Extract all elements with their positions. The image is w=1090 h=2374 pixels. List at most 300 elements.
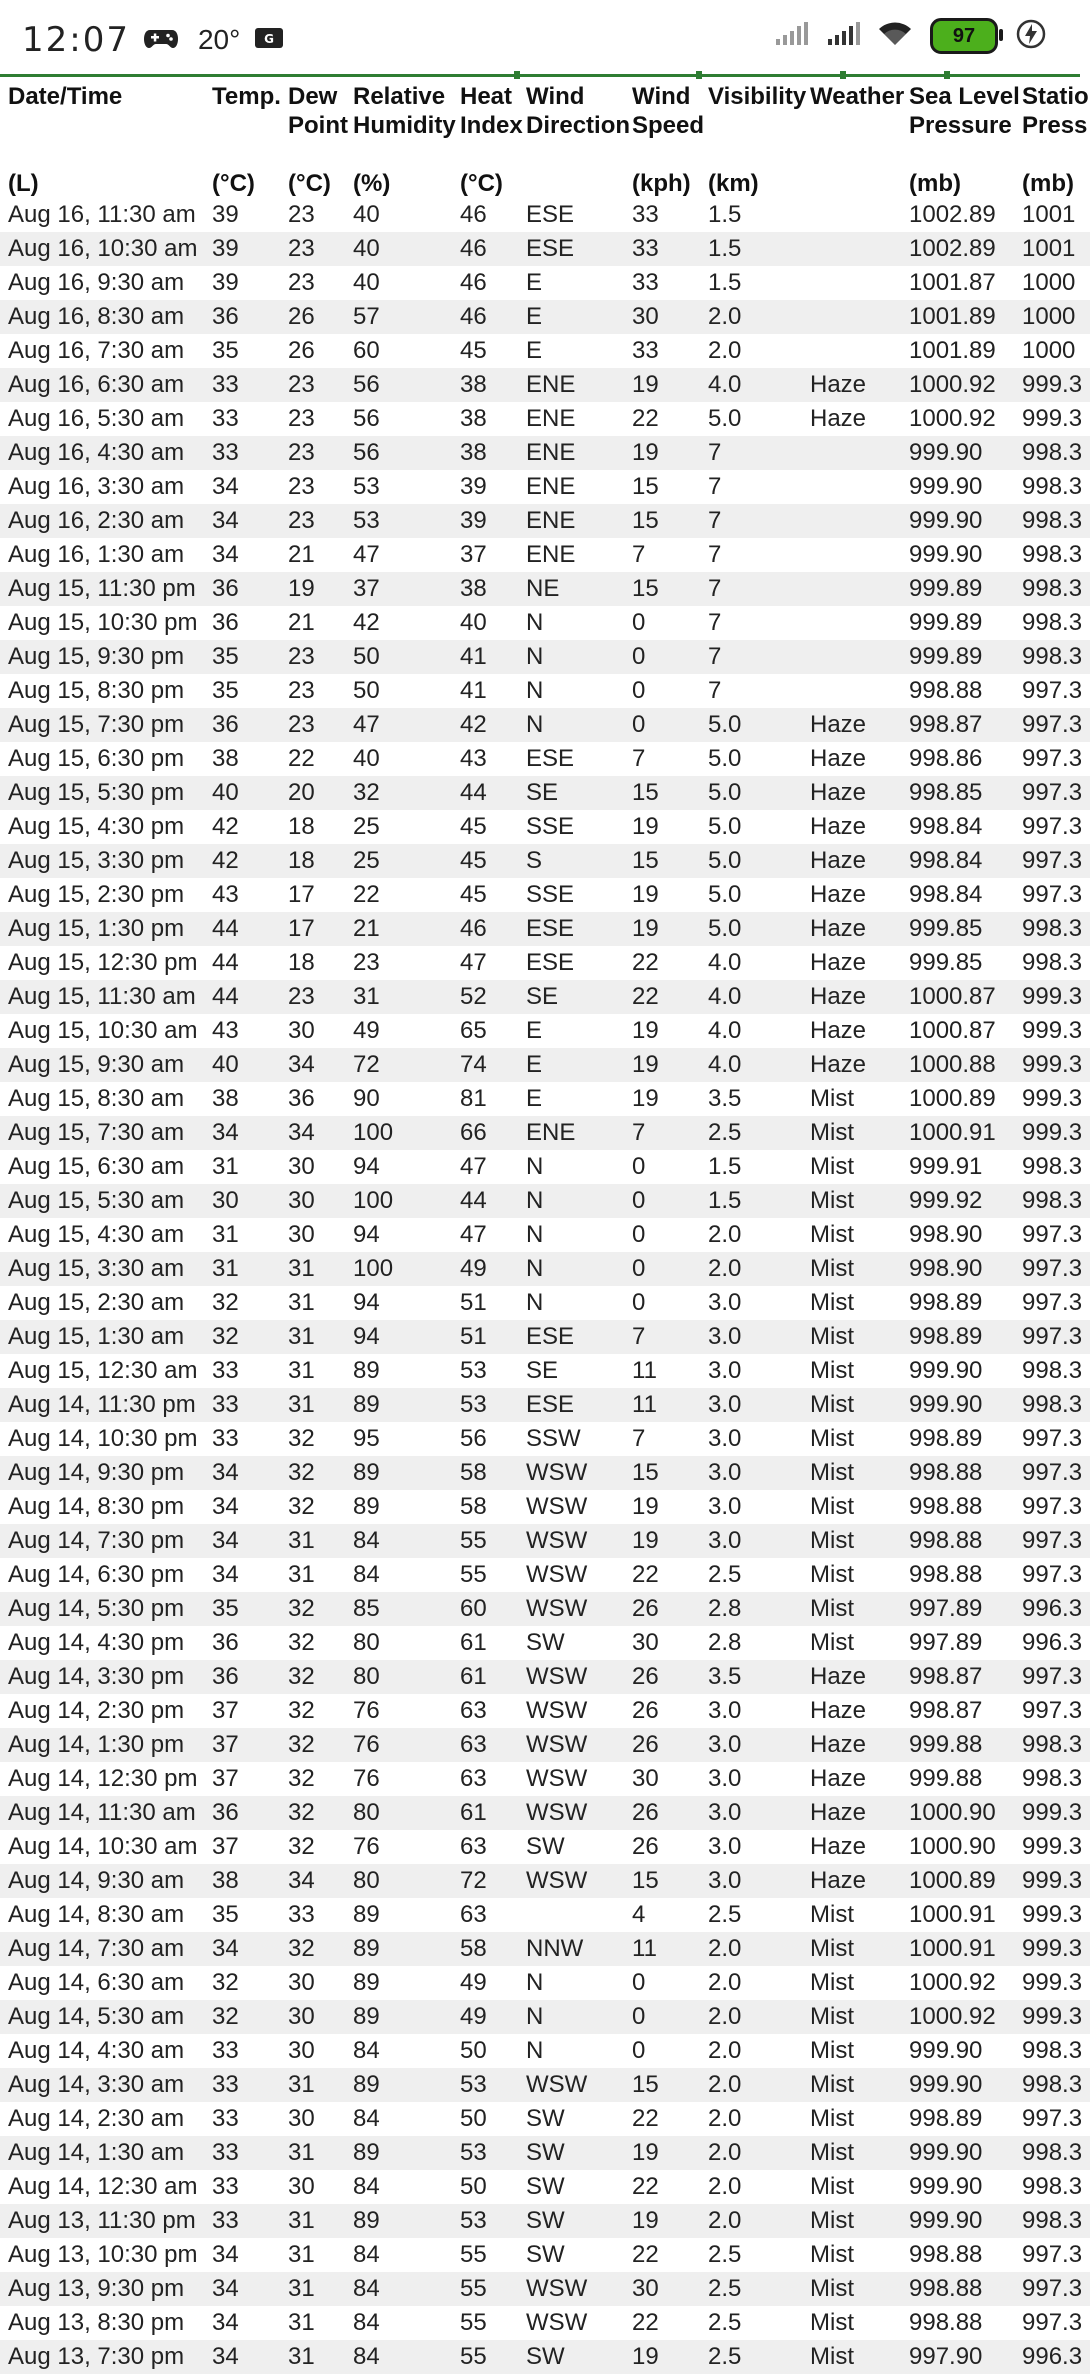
cell-station-pressure: 998.3 [1014, 1728, 1090, 1762]
header-line: (L) [8, 170, 39, 197]
cell-visibility: 2.0 [700, 2136, 802, 2170]
cell-wind-direction: WSW [518, 1456, 624, 1490]
cell-heat-index: 46 [460, 269, 487, 296]
cell-heat-index: 58 [452, 1932, 518, 1966]
cell-dew-point: 22 [288, 745, 315, 772]
cell-visibility: 5.0 [708, 813, 742, 840]
cell-date-time: Aug 16, 2:30 am [0, 504, 204, 538]
column-header-visibility[interactable] [700, 80, 807, 198]
cell-temperature: 37 [212, 1833, 239, 1860]
cell-weather: Mist [802, 2136, 901, 2170]
cell-heat-index: 38 [452, 368, 518, 402]
cell-wind-speed: 4 [632, 1901, 646, 1928]
cell-wind-speed: 0 [632, 677, 646, 704]
cell-heat-index: 46 [452, 232, 518, 266]
cell-sea-level-pressure: 997.89 [901, 1592, 1014, 1626]
cell-wind-direction: N [518, 1184, 624, 1218]
cell-relative-humidity: 56 [345, 436, 452, 470]
cell-station-pressure: 999.3 [1014, 1116, 1090, 1150]
cell-wind-direction: ESE [518, 912, 624, 946]
cell-dew-point: 34 [280, 1048, 345, 1082]
cell-relative-humidity: 84 [353, 1561, 380, 1588]
cell-visibility: 2.5 [700, 1116, 802, 1150]
cell-sea-level-pressure: 1000.92 [901, 368, 1014, 402]
column-header-relative-humidity[interactable] [345, 80, 456, 198]
cell-sea-level-pressure: 998.90 [909, 1221, 983, 1248]
header-line: Visibility [708, 83, 807, 110]
cell-relative-humidity: 47 [345, 708, 452, 742]
cell-wind-direction: N [526, 609, 544, 636]
cell-wind-direction: WSW [526, 2309, 588, 2336]
cell-weather [802, 232, 901, 266]
cell-relative-humidity: 22 [353, 881, 380, 908]
cell-visibility: 1.5 [708, 1153, 742, 1180]
cell-dew-point: 32 [288, 1765, 315, 1792]
cell-weather: Haze [810, 881, 867, 908]
cell-relative-humidity: 84 [345, 2340, 452, 2374]
table-row [0, 1388, 1090, 1422]
observations-table [0, 80, 1090, 2374]
cell-relative-humidity: 89 [345, 2204, 452, 2238]
cell-sea-level-pressure: 999.91 [909, 1153, 983, 1180]
cell-relative-humidity: 76 [353, 1833, 380, 1860]
cell-dew-point: 32 [288, 1425, 315, 1452]
cell-relative-humidity: 76 [353, 1697, 380, 1724]
header-line [708, 111, 802, 140]
cell-date-time: Aug 14, 12:30 am [8, 2173, 198, 2200]
header-line: (°C) [460, 170, 503, 197]
cell-wind-direction: N [518, 1252, 624, 1286]
table-row [0, 402, 1090, 436]
cell-wind-direction: ESE [526, 745, 575, 772]
cell-sea-level-pressure: 998.87 [901, 1660, 1014, 1694]
cell-weather: Mist [810, 1425, 854, 1452]
cell-date-time: Aug 15, 11:30 am [0, 980, 204, 1014]
cell-heat-index: 43 [460, 745, 487, 772]
cell-heat-index: 53 [452, 1388, 518, 1422]
table-row [0, 1830, 1090, 1864]
cell-relative-humidity: 56 [353, 405, 380, 432]
cell-station-pressure: 999.3 [1022, 1085, 1083, 1112]
table-row [0, 266, 1090, 300]
cell-temperature: 44 [204, 980, 280, 1014]
cell-sea-level-pressure: 998.85 [901, 776, 1014, 810]
cell-weather [802, 538, 901, 572]
cell-station-pressure: 998.3 [1014, 1184, 1090, 1218]
cell-heat-index: 56 [460, 1425, 487, 1452]
cell-dew-point: 32 [288, 1493, 315, 1520]
cell-relative-humidity: 94 [353, 1153, 380, 1180]
cell-dew-point: 31 [288, 1289, 315, 1316]
cell-relative-humidity: 84 [345, 1524, 452, 1558]
cell-sea-level-pressure: 999.90 [901, 2068, 1014, 2102]
cell-dew-point: 31 [280, 1320, 345, 1354]
cell-dew-point: 30 [288, 1017, 315, 1044]
cell-dew-point: 32 [288, 1697, 315, 1724]
column-header-station-pressure[interactable] [1014, 80, 1090, 198]
table-row [0, 334, 1090, 368]
cell-temperature: 34 [204, 2272, 280, 2306]
cell-heat-index: 49 [452, 1252, 518, 1286]
header-line [212, 111, 280, 140]
cell-weather: Haze [810, 1017, 867, 1044]
column-header-temperature[interactable] [204, 80, 280, 198]
cell-weather: Haze [802, 776, 901, 810]
cell-date-time: Aug 15, 1:30 pm [0, 912, 204, 946]
cell-wind-direction [518, 1898, 624, 1932]
cell-wind-direction: S [518, 844, 624, 878]
cell-relative-humidity: 89 [345, 2068, 452, 2102]
cell-weather: Mist [802, 1456, 901, 1490]
cell-wind-direction: SW [518, 2204, 624, 2238]
header-line [460, 140, 518, 169]
cell-date-time: Aug 13, 9:30 pm [0, 2272, 204, 2306]
cell-visibility: 2.0 [708, 1221, 742, 1248]
cell-wind-direction: SW [526, 1833, 565, 1860]
cell-dew-point: 30 [288, 1969, 315, 1996]
cell-relative-humidity: 76 [345, 1728, 452, 1762]
cell-date-time: Aug 14, 9:30 pm [0, 1456, 204, 1490]
cell-station-pressure: 996.3 [1022, 1629, 1083, 1656]
cell-wind-direction: NE [518, 572, 624, 606]
cell-relative-humidity: 37 [345, 572, 452, 606]
cell-temperature: 34 [212, 2241, 239, 2268]
cell-station-pressure: 997.3 [1014, 1320, 1090, 1354]
cell-visibility: 5.0 [708, 881, 742, 908]
cell-temperature: 34 [212, 1493, 239, 1520]
cell-dew-point: 36 [288, 1085, 315, 1112]
cell-weather [802, 436, 901, 470]
cell-sea-level-pressure: 999.90 [909, 2037, 983, 2064]
cell-station-pressure: 997.3 [1022, 2309, 1083, 2336]
cell-relative-humidity: 32 [345, 776, 452, 810]
cell-heat-index: 45 [460, 881, 487, 908]
cell-temperature: 42 [212, 813, 239, 840]
table-row [0, 1558, 1090, 1592]
cell-station-pressure: 998.3 [1022, 541, 1083, 568]
cell-weather: Haze [810, 1833, 867, 1860]
cell-sea-level-pressure: 998.89 [909, 1289, 983, 1316]
header-line [1022, 140, 1090, 169]
cell-temperature: 33 [204, 368, 280, 402]
cell-sea-level-pressure: 997.89 [909, 1629, 983, 1656]
table-body [0, 198, 1090, 2374]
cell-visibility: 2.5 [708, 1901, 742, 1928]
column-header-date-time[interactable] [0, 80, 204, 198]
cell-dew-point: 18 [288, 813, 315, 840]
status-bar [0, 0, 1080, 80]
cell-weather: Mist [802, 1388, 901, 1422]
cell-sea-level-pressure: 998.88 [901, 2272, 1014, 2306]
table-row [0, 2272, 1090, 2306]
cell-wind-speed: 0 [632, 1153, 646, 1180]
cell-temperature: 37 [204, 1728, 280, 1762]
cell-date-time: Aug 15, 2:30 am [8, 1289, 185, 1316]
cell-heat-index: 65 [460, 1017, 487, 1044]
charging-icon [1016, 19, 1046, 54]
cell-weather [802, 504, 901, 538]
cell-temperature: 36 [204, 1796, 280, 1830]
cell-visibility: 3.0 [700, 1388, 802, 1422]
cell-relative-humidity: 94 [353, 1221, 380, 1248]
cell-weather: Mist [802, 2068, 901, 2102]
cell-wind-direction: WSW [526, 1561, 588, 1588]
cell-sea-level-pressure: 998.84 [909, 813, 983, 840]
cell-sea-level-pressure: 1000.90 [901, 1796, 1014, 1830]
table-row [0, 504, 1090, 538]
cell-heat-index: 45 [460, 813, 487, 840]
cell-visibility: 2.0 [700, 2000, 802, 2034]
cell-relative-humidity: 25 [353, 813, 380, 840]
cell-station-pressure: 996.3 [1014, 2340, 1090, 2374]
table-row [0, 606, 1090, 640]
cell-weather: Haze [802, 1728, 901, 1762]
cell-dew-point: 17 [280, 912, 345, 946]
cell-wind-direction: ESE [518, 232, 624, 266]
cell-heat-index: 53 [452, 2068, 518, 2102]
cell-dew-point: 32 [288, 1833, 315, 1860]
cell-dew-point: 31 [288, 1561, 315, 1588]
column-header-wind-direction[interactable] [518, 80, 631, 198]
cell-wind-speed: 33 [632, 269, 659, 296]
cell-visibility: 2.5 [700, 2272, 802, 2306]
cell-weather: Haze [802, 1864, 901, 1898]
cell-dew-point: 30 [288, 2173, 315, 2200]
cell-wind-direction: SW [526, 2173, 565, 2200]
cell-temperature: 33 [212, 1357, 239, 1384]
table-row [0, 2170, 1090, 2204]
cell-weather [802, 266, 901, 300]
cell-relative-humidity: 72 [345, 1048, 452, 1082]
cell-date-time: Aug 16, 7:30 am [8, 337, 185, 364]
table-row [0, 1286, 1090, 1320]
cell-heat-index: 55 [460, 2309, 487, 2336]
cell-station-pressure: 998.3 [1014, 436, 1090, 470]
cell-sea-level-pressure: 999.88 [901, 1728, 1014, 1762]
cell-wind-speed: 22 [624, 980, 700, 1014]
cell-station-pressure: 997.3 [1014, 776, 1090, 810]
cell-station-pressure: 997.3 [1022, 2105, 1083, 2132]
cell-heat-index: 44 [452, 776, 518, 810]
cell-visibility: 5.0 [708, 745, 742, 772]
cell-visibility: 4.0 [708, 949, 742, 976]
cell-visibility: 5.0 [700, 776, 802, 810]
cell-weather: Haze [802, 708, 901, 742]
cell-visibility: 7 [708, 541, 722, 568]
cell-relative-humidity: 50 [345, 640, 452, 674]
cell-weather: Haze [802, 368, 901, 402]
cell-weather: Mist [802, 1932, 901, 1966]
cell-sea-level-pressure: 999.89 [901, 572, 1014, 606]
cell-weather: Mist [802, 2340, 901, 2374]
battery-icon [930, 18, 998, 54]
table-row [0, 300, 1090, 334]
cell-station-pressure: 997.3 [1022, 1697, 1083, 1724]
cell-wind-direction: N [518, 640, 624, 674]
cell-heat-index: 45 [460, 337, 487, 364]
cell-wind-speed: 0 [632, 1969, 646, 1996]
table-row [0, 1252, 1090, 1286]
cell-wind-speed: 26 [632, 1697, 659, 1724]
cell-sea-level-pressure: 998.88 [909, 2241, 983, 2268]
table-row [0, 1048, 1090, 1082]
table-row [0, 232, 1090, 266]
cell-visibility: 5.0 [708, 405, 742, 432]
cell-wind-speed: 22 [632, 2309, 659, 2336]
cell-visibility: 3.0 [708, 1765, 742, 1792]
cell-relative-humidity: 84 [353, 2241, 380, 2268]
column-header-dew-point[interactable] [280, 80, 348, 198]
cell-station-pressure: 997.3 [1022, 1221, 1083, 1248]
cell-temperature: 36 [204, 300, 280, 334]
cell-station-pressure: 997.3 [1022, 1493, 1083, 1520]
cell-heat-index: 74 [452, 1048, 518, 1082]
cell-dew-point: 31 [280, 2340, 345, 2374]
header-line: (°C) [212, 170, 255, 197]
cell-wind-speed: 22 [632, 2105, 659, 2132]
cell-sea-level-pressure: 998.87 [901, 708, 1014, 742]
cell-sea-level-pressure: 999.90 [909, 473, 983, 500]
cell-weather: Mist [802, 2204, 901, 2238]
cell-relative-humidity: 89 [345, 2136, 452, 2170]
cell-temperature: 38 [212, 1085, 239, 1112]
table-row [0, 912, 1090, 946]
cell-temperature: 32 [212, 1969, 239, 1996]
cell-relative-humidity: 40 [345, 232, 452, 266]
cell-weather: Mist [810, 1629, 854, 1656]
cell-temperature: 31 [212, 1153, 239, 1180]
cell-date-time: Aug 14, 6:30 pm [8, 1561, 185, 1588]
cell-visibility: 3.0 [708, 1289, 742, 1316]
cell-date-time: Aug 16, 11:30 am [8, 201, 196, 228]
cell-temperature: 34 [204, 1456, 280, 1490]
cell-station-pressure: 998.3 [1022, 1765, 1083, 1792]
cell-temperature: 34 [204, 1116, 280, 1150]
cell-relative-humidity: 80 [345, 1864, 452, 1898]
cell-wind-speed: 19 [632, 1085, 659, 1112]
table-row [0, 1184, 1090, 1218]
cell-wind-speed: 7 [632, 745, 646, 772]
cell-wind-direction: N [518, 708, 624, 742]
cell-heat-index: 50 [460, 2173, 487, 2200]
cell-relative-humidity: 50 [353, 677, 380, 704]
cell-wind-speed: 15 [624, 504, 700, 538]
cell-temperature: 36 [212, 1629, 239, 1656]
cell-date-time: Aug 16, 4:30 am [0, 436, 204, 470]
header-line: Sea Level [909, 83, 1020, 110]
cell-weather: Mist [810, 1561, 854, 1588]
cell-relative-humidity: 90 [353, 1085, 380, 1112]
table-row [0, 946, 1090, 980]
cell-weather [802, 674, 901, 708]
header-line [708, 140, 802, 169]
cell-station-pressure: 998.3 [1022, 1153, 1083, 1180]
cell-temperature: 35 [204, 1592, 280, 1626]
column-header-sea-level-pressure[interactable] [901, 80, 1020, 198]
cell-visibility: 3.0 [708, 1697, 742, 1724]
cell-sea-level-pressure: 997.90 [901, 2340, 1014, 2374]
cell-visibility: 5.0 [700, 708, 802, 742]
cell-weather: Mist [810, 1221, 854, 1248]
cell-dew-point: 21 [288, 609, 315, 636]
cell-weather: Mist [810, 2309, 854, 2336]
table-row [0, 2136, 1090, 2170]
cell-relative-humidity: 47 [353, 541, 380, 568]
column-header-wind-speed[interactable] [624, 80, 705, 198]
cell-sea-level-pressure: 1000.89 [901, 1864, 1014, 1898]
cell-dew-point: 34 [280, 1116, 345, 1150]
cell-relative-humidity: 80 [345, 1796, 452, 1830]
cell-weather: Mist [810, 1153, 854, 1180]
cell-temperature: 38 [204, 1864, 280, 1898]
cell-wind-direction: WSW [526, 1697, 588, 1724]
table-row [0, 2000, 1090, 2034]
cell-sea-level-pressure: 998.88 [901, 1524, 1014, 1558]
cell-dew-point: 18 [280, 844, 345, 878]
table-row [0, 2340, 1090, 2374]
cell-station-pressure: 998.3 [1022, 2037, 1083, 2064]
cell-visibility: 3.0 [708, 1833, 742, 1860]
cell-wind-direction: SW [526, 2105, 565, 2132]
header-line: Relative [353, 83, 446, 110]
cell-date-time: Aug 14, 8:30 am [8, 1901, 185, 1928]
cell-visibility: 2.0 [708, 1969, 742, 1996]
cell-wind-direction: SW [518, 2136, 624, 2170]
cell-wind-direction: ENE [526, 541, 576, 568]
cell-weather [802, 198, 901, 232]
cell-station-pressure: 997.3 [1022, 677, 1083, 704]
column-header-weather[interactable] [802, 80, 905, 198]
cell-dew-point: 30 [280, 1184, 345, 1218]
cell-relative-humidity: 42 [353, 609, 380, 636]
cell-relative-humidity: 94 [353, 1289, 380, 1316]
cell-station-pressure: 997.3 [1022, 745, 1083, 772]
cell-weather: Mist [810, 1969, 854, 1996]
cell-wind-direction: N [526, 2037, 544, 2064]
cell-wind-speed: 15 [624, 844, 700, 878]
table-row [0, 1116, 1090, 1150]
cell-station-pressure: 1000 [1022, 269, 1076, 296]
cell-date-time: Aug 16, 6:30 am [0, 368, 204, 402]
cell-station-pressure: 999.3 [1014, 368, 1090, 402]
cell-wind-direction: SSE [526, 813, 575, 840]
cell-sea-level-pressure: 999.90 [901, 436, 1014, 470]
cell-relative-humidity: 40 [353, 201, 380, 228]
cell-heat-index: 47 [460, 1221, 487, 1248]
cell-sea-level-pressure: 998.84 [901, 844, 1014, 878]
cell-station-pressure: 1001 [1014, 232, 1090, 266]
cell-station-pressure: 999.3 [1014, 2000, 1090, 2034]
cell-wind-direction: ESE [518, 1320, 624, 1354]
cell-date-time: Aug 14, 9:30 am [0, 1864, 204, 1898]
cell-weather: Mist [802, 1116, 901, 1150]
table-row [0, 1728, 1090, 1762]
cell-visibility: 3.0 [700, 1796, 802, 1830]
column-header-heat-index[interactable] [452, 80, 523, 198]
cell-station-pressure: 997.3 [1014, 1252, 1090, 1286]
cell-station-pressure: 997.3 [1014, 844, 1090, 878]
cell-station-pressure: 998.3 [1014, 1388, 1090, 1422]
cell-sea-level-pressure: 999.89 [909, 609, 983, 636]
cell-station-pressure: 1000 [1014, 300, 1090, 334]
svg-text:G: G [264, 31, 275, 46]
header-line [212, 140, 280, 169]
cell-station-pressure: 999.3 [1022, 1017, 1083, 1044]
cell-temperature: 33 [212, 405, 239, 432]
cell-dew-point: 26 [280, 300, 345, 334]
cell-dew-point: 32 [280, 1796, 345, 1830]
cell-wind-speed: 0 [632, 1221, 646, 1248]
